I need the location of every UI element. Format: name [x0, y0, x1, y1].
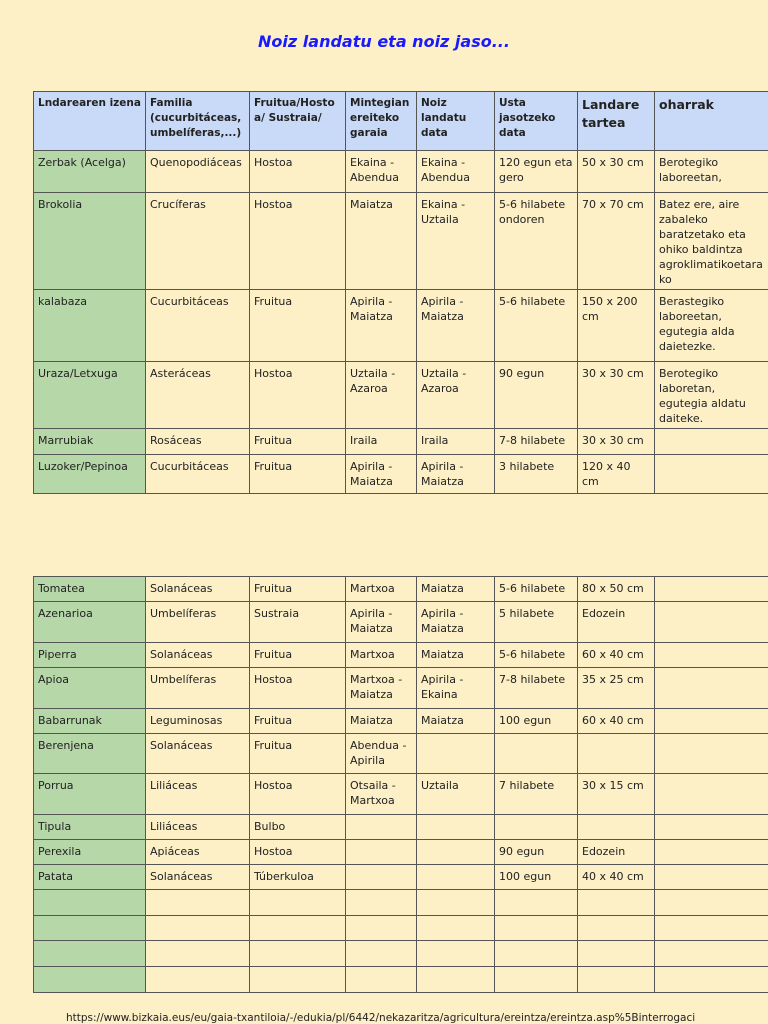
cell-plant-name: Brokolia [34, 193, 146, 290]
cell-plant-spacing: 150 x 200 cm [578, 290, 655, 362]
cell-nursery-sowing [346, 916, 417, 941]
table-row [34, 643, 768, 668]
cell-family: Cucurbitáceas [146, 455, 250, 494]
cell-nursery-sowing [346, 840, 417, 865]
table-row [34, 967, 768, 993]
cell-family: Solanáceas [146, 734, 250, 774]
header-row [34, 92, 768, 151]
table-row [34, 890, 768, 916]
cell-family: Liliáceas [146, 774, 250, 815]
cell-family: Leguminosas [146, 709, 250, 734]
cell-notes [655, 602, 768, 643]
cell-notes [655, 865, 768, 890]
header-planting-date: Noiz landatu data [417, 92, 495, 151]
cell-harvest-date: 100 egun [495, 709, 578, 734]
cell-family: Liliáceas [146, 815, 250, 840]
source-url: https://www.bizkaia.eus/eu/gaia-txantiloia/-/edukia/pl/6442/nekazaritza/agricultura/ereintza/ereintza.asp%5Binterrogaci [66, 1012, 696, 1024]
table-row [34, 916, 768, 941]
cell-nursery-sowing [346, 890, 417, 916]
cell-plant-spacing [578, 941, 655, 967]
cell-nursery-sowing: Otsaila - Martxoa [346, 774, 417, 815]
cell-part-type: Fruitua [250, 643, 346, 668]
cell-family: Rosáceas [146, 429, 250, 455]
cell-part-type: Fruitua [250, 429, 346, 455]
cell-notes [655, 668, 768, 709]
table-row [34, 429, 768, 455]
cell-part-type: Hostoa [250, 151, 346, 193]
cell-plant-name: Tipula [34, 815, 146, 840]
cell-harvest-date: 5-6 hilabete ondoren [495, 193, 578, 290]
header-part-type: Fruitua/Hostoa/ Sustraia/ [250, 92, 346, 151]
cell-planting-date [417, 815, 495, 840]
cell-plant-spacing [578, 815, 655, 840]
cell-notes: Berotegiko laboreetan, [655, 151, 768, 193]
cell-family: Solanáceas [146, 577, 250, 602]
cell-harvest-date: 90 egun [495, 840, 578, 865]
cell-harvest-date: 3 hilabete [495, 455, 578, 494]
cell-notes [655, 916, 768, 941]
cell-part-type [250, 941, 346, 967]
cell-nursery-sowing: Apirila - Maiatza [346, 455, 417, 494]
cell-notes: Berastegiko laboreetan, egutegia alda daietezke. [655, 290, 768, 362]
cell-plant-name: Luzoker/Pepinoa [34, 455, 146, 494]
cell-nursery-sowing: Apirila - Maiatza [346, 290, 417, 362]
cell-plant-spacing: Edozein [578, 840, 655, 865]
cell-nursery-sowing [346, 865, 417, 890]
cell-notes [655, 815, 768, 840]
cell-harvest-date: 7-8 hilabete [495, 668, 578, 709]
cell-plant-spacing: 80 x 50 cm [578, 577, 655, 602]
cell-plant-name [34, 916, 146, 941]
cell-part-type: Hostoa [250, 362, 346, 429]
table-row [34, 734, 768, 774]
cell-part-type: Fruitua [250, 709, 346, 734]
table-row [34, 455, 768, 494]
cell-plant-name: Tomatea [34, 577, 146, 602]
cell-part-type [250, 967, 346, 993]
cell-notes [655, 890, 768, 916]
cell-plant-name: Berenjena [34, 734, 146, 774]
cell-plant-spacing [578, 734, 655, 774]
cell-nursery-sowing [346, 815, 417, 840]
cell-family: Cucurbitáceas [146, 290, 250, 362]
cell-family [146, 890, 250, 916]
planting-table-bottom [33, 576, 768, 993]
cell-plant-spacing: 120 x 40 cm [578, 455, 655, 494]
cell-nursery-sowing: Uztaila - Azaroa [346, 362, 417, 429]
table-row [34, 290, 768, 362]
cell-family [146, 941, 250, 967]
header-notes: oharrak [655, 92, 768, 151]
cell-notes [655, 840, 768, 865]
cell-plant-spacing: 60 x 40 cm [578, 643, 655, 668]
table-row [34, 815, 768, 840]
cell-plant-spacing: 70 x 70 cm [578, 193, 655, 290]
cell-plant-name: Azenarioa [34, 602, 146, 643]
table-row [34, 941, 768, 967]
table-row [34, 362, 768, 429]
cell-family: Quenopodiáceas [146, 151, 250, 193]
cell-plant-name: Piperra [34, 643, 146, 668]
page-title: Noiz landatu eta noiz jaso... [258, 32, 510, 51]
cell-planting-date: Maiatza [417, 577, 495, 602]
cell-harvest-date [495, 734, 578, 774]
cell-family: Solanáceas [146, 643, 250, 668]
cell-family: Umbelíferas [146, 602, 250, 643]
cell-nursery-sowing: Martxoa [346, 577, 417, 602]
cell-plant-spacing: 35 x 25 cm [578, 668, 655, 709]
cell-planting-date [417, 916, 495, 941]
cell-part-type: Hostoa [250, 193, 346, 290]
cell-part-type: Sustraia [250, 602, 346, 643]
table-row [34, 577, 768, 602]
cell-planting-date: Ekaina - Abendua [417, 151, 495, 193]
cell-harvest-date: 7 hilabete [495, 774, 578, 815]
cell-nursery-sowing: Maiatza [346, 193, 417, 290]
cell-plant-name: Apioa [34, 668, 146, 709]
cell-harvest-date [495, 890, 578, 916]
cell-notes [655, 734, 768, 774]
cell-nursery-sowing: Maiatza [346, 709, 417, 734]
cell-plant-name: Babarrunak [34, 709, 146, 734]
cell-family: Umbelíferas [146, 668, 250, 709]
cell-harvest-date: 90 egun [495, 362, 578, 429]
cell-planting-date [417, 840, 495, 865]
cell-nursery-sowing [346, 941, 417, 967]
cell-harvest-date: 5 hilabete [495, 602, 578, 643]
cell-notes [655, 455, 768, 494]
cell-nursery-sowing: Apirila - Maiatza [346, 602, 417, 643]
cell-planting-date: Apirila - Maiatza [417, 602, 495, 643]
cell-nursery-sowing: Martxoa [346, 643, 417, 668]
cell-planting-date: Uztaila [417, 774, 495, 815]
header-harvest-date: Usta jasotzeko data [495, 92, 578, 151]
cell-nursery-sowing [346, 967, 417, 993]
cell-notes: Berotegiko laboretan, egutegia aldatu daiteke. [655, 362, 768, 429]
cell-planting-date [417, 865, 495, 890]
cell-part-type: Hostoa [250, 774, 346, 815]
cell-planting-date: Apirila - Ekaina [417, 668, 495, 709]
header-plant-name: Lndarearen izena [34, 92, 146, 151]
cell-nursery-sowing: Iraila [346, 429, 417, 455]
cell-harvest-date [495, 916, 578, 941]
cell-plant-spacing: 30 x 15 cm [578, 774, 655, 815]
cell-part-type: Fruitua [250, 290, 346, 362]
cell-plant-spacing: 30 x 30 cm [578, 362, 655, 429]
cell-notes [655, 643, 768, 668]
cell-plant-spacing: 40 x 40 cm [578, 865, 655, 890]
cell-family [146, 967, 250, 993]
cell-plant-spacing [578, 916, 655, 941]
cell-plant-spacing: Edozein [578, 602, 655, 643]
cell-notes [655, 774, 768, 815]
cell-plant-name: Uraza/Letxuga [34, 362, 146, 429]
cell-part-type: Hostoa [250, 840, 346, 865]
cell-harvest-date [495, 815, 578, 840]
cell-part-type: Hostoa [250, 668, 346, 709]
cell-plant-name [34, 890, 146, 916]
header-plant-spacing: Landare tartea [578, 92, 655, 151]
cell-notes [655, 709, 768, 734]
cell-family: Asteráceas [146, 362, 250, 429]
cell-planting-date [417, 967, 495, 993]
cell-family: Crucíferas [146, 193, 250, 290]
cell-notes [655, 577, 768, 602]
cell-part-type: Fruitua [250, 734, 346, 774]
table-row [34, 668, 768, 709]
cell-notes [655, 941, 768, 967]
cell-planting-date: Maiatza [417, 709, 495, 734]
cell-harvest-date: 120 egun eta gero [495, 151, 578, 193]
cell-planting-date: Apirila - Maiatza [417, 455, 495, 494]
cell-family: Solanáceas [146, 865, 250, 890]
cell-plant-name: Perexila [34, 840, 146, 865]
cell-plant-name: Zerbak (Acelga) [34, 151, 146, 193]
cell-plant-name [34, 941, 146, 967]
cell-plant-name: Patata [34, 865, 146, 890]
cell-nursery-sowing: Ekaina - Abendua [346, 151, 417, 193]
cell-part-type: Bulbo [250, 815, 346, 840]
cell-plant-spacing: 50 x 30 cm [578, 151, 655, 193]
cell-part-type [250, 916, 346, 941]
cell-planting-date [417, 734, 495, 774]
cell-plant-spacing: 30 x 30 cm [578, 429, 655, 455]
table-row [34, 840, 768, 865]
table-row [34, 774, 768, 815]
cell-planting-date: Uztaila - Azaroa [417, 362, 495, 429]
header-nursery-sowing: Mintegian ereiteko garaia [346, 92, 417, 151]
cell-plant-spacing: 60 x 40 cm [578, 709, 655, 734]
cell-plant-spacing [578, 967, 655, 993]
cell-harvest-date: 100 egun [495, 865, 578, 890]
cell-planting-date: Iraila [417, 429, 495, 455]
table-row [34, 193, 768, 290]
cell-harvest-date: 5-6 hilabete [495, 290, 578, 362]
cell-nursery-sowing: Abendua - Apirila [346, 734, 417, 774]
cell-notes: Batez ere, aire zabaleko baratzetako eta ohiko baldintza agroklimatikoetarako [655, 193, 768, 290]
cell-family: Apiáceas [146, 840, 250, 865]
cell-planting-date [417, 941, 495, 967]
cell-harvest-date: 5-6 hilabete [495, 643, 578, 668]
cell-notes [655, 429, 768, 455]
cell-nursery-sowing: Martxoa - Maiatza [346, 668, 417, 709]
cell-planting-date [417, 890, 495, 916]
table-row [34, 865, 768, 890]
cell-planting-date: Ekaina - Uztaila [417, 193, 495, 290]
cell-notes [655, 967, 768, 993]
cell-harvest-date: 5-6 hilabete [495, 577, 578, 602]
cell-harvest-date [495, 941, 578, 967]
cell-plant-name: Marrubiak [34, 429, 146, 455]
cell-part-type [250, 890, 346, 916]
table-row [34, 151, 768, 193]
cell-part-type: Fruitua [250, 577, 346, 602]
table-row [34, 602, 768, 643]
table-row [34, 709, 768, 734]
cell-part-type: Fruitua [250, 455, 346, 494]
cell-plant-name: kalabaza [34, 290, 146, 362]
cell-planting-date: Maiatza [417, 643, 495, 668]
cell-harvest-date: 7-8 hilabete [495, 429, 578, 455]
cell-planting-date: Apirila - Maiatza [417, 290, 495, 362]
cell-harvest-date [495, 967, 578, 993]
header-family: Familia (cucurbitáceas, umbelíferas,...) [146, 92, 250, 151]
cell-plant-spacing [578, 890, 655, 916]
planting-table-top [33, 91, 768, 494]
cell-part-type: Túberkuloa [250, 865, 346, 890]
cell-plant-name: Porrua [34, 774, 146, 815]
cell-plant-name [34, 967, 146, 993]
cell-family [146, 916, 250, 941]
